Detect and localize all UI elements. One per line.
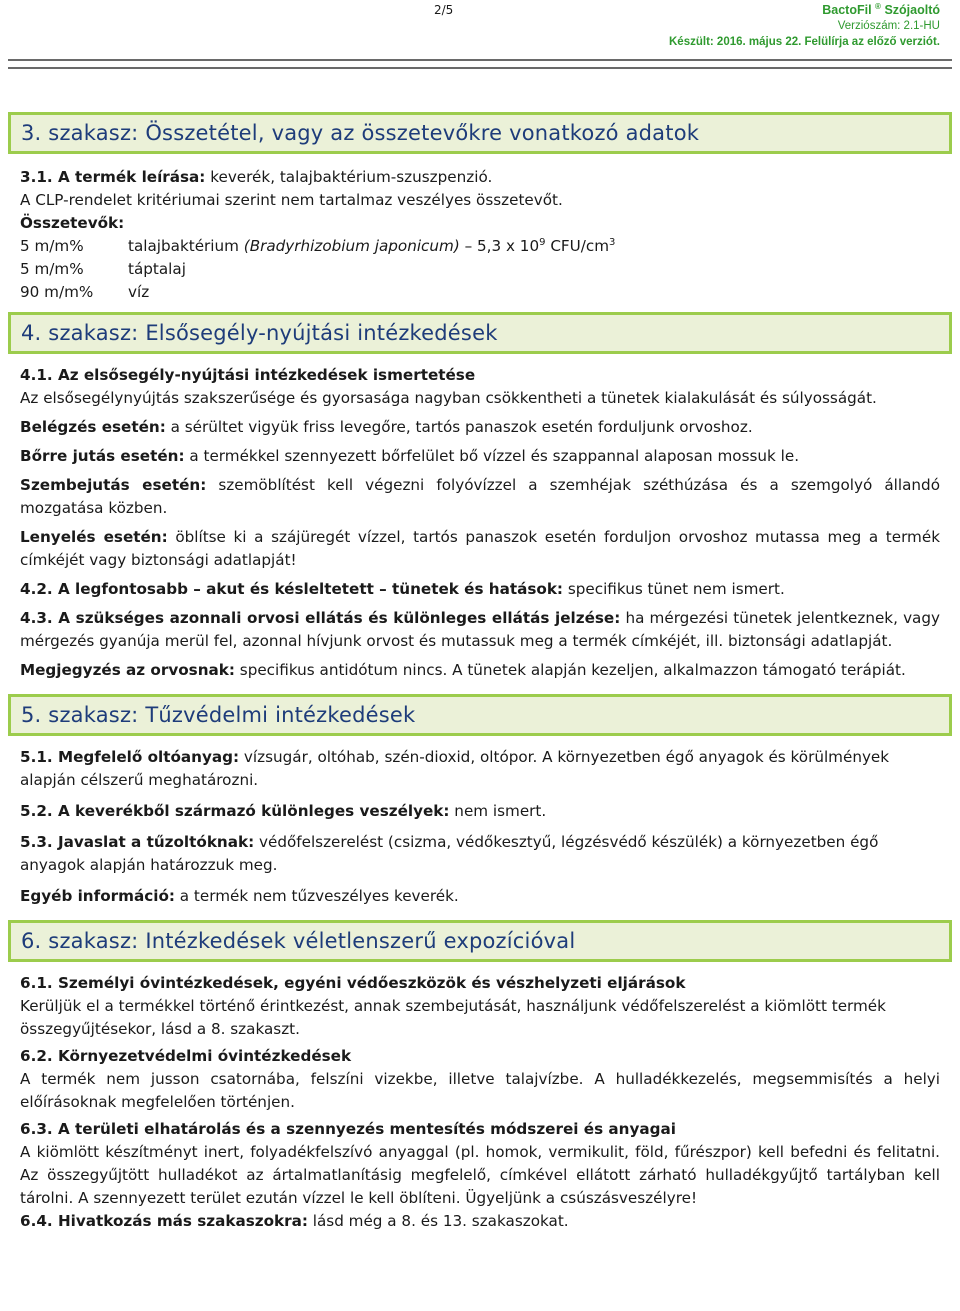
ingredient-row: 90 m/m% víz (20, 283, 150, 301)
note-to-physician: Megjegyzés az orvosnak: specifikus antidótum nincs. A tünetek alapján kezeljen, alkalmazzon támogató terápiát. (20, 661, 906, 679)
first-aid-intro: Az elsősegélynyújtás szakszerűsége és gyorsasága nagyban csökkentheti a tünetek kialakulását és súlyosságát. (20, 389, 877, 407)
special-hazards-paragraph: 5.2. A keverékből származó különleges veszélyek: nem ismert. (20, 802, 547, 820)
header-divider-2 (8, 67, 952, 69)
clp-statement: A CLP-rendelet kritériumai szerint nem tartalmaz veszélyes összetevőt. (20, 191, 563, 209)
sds-content (20, 112, 940, 1233)
skin-contact-paragraph: Bőrre jutás esetén: a termékkel szennyezett bőrfelület bő vízzel és szappannal alaposan mossuk le. (20, 447, 800, 465)
subsection-6-2-heading: 6.2. Környezetvédelmi óvintézkedések (20, 1047, 352, 1065)
reference-paragraph: 6.4. Hivatkozás más szakaszokra: lásd még a 8. és 13. szakaszokat. (20, 1212, 569, 1230)
product-name: BactoFil ® Szójaoltó (822, 1, 940, 17)
subsection-4-1-heading: 4.1. Az elsősegély-nyújtási intézkedések ismertetése (20, 366, 476, 384)
edition-date: Készült: 2016. május 22. Felülírja az előző verziót. (669, 36, 940, 48)
subsection-6-1-heading: 6.1. Személyi óvintézkedések, egyéni védőeszközök és vészhelyzeti eljárások (20, 974, 686, 992)
eye-contact-paragraph: Szembejutás esetén: szemöblítést kell végezni folyóvízzel a szemhéjak széthúzása és a szemgolyó állandó mozgatása közben. (20, 476, 940, 517)
subsection-6-3-heading: 6.3. A területi elhatárolás és a szennyezés mentesítés módszerei és anyagai (20, 1120, 676, 1138)
section-3-title: 3. szakasz: Összetétel, vagy az összetevőkre vonatkozó adatok (8, 112, 952, 154)
inhalation-paragraph: Belégzés esetén: a sérültet vigyük friss levegőre, tartós panaszok esetén forduljunk orvoshoz. (20, 418, 753, 436)
section-4-title: 4. szakasz: Elsősegély-nyújtási intézkedések (8, 312, 952, 354)
header-divider (8, 59, 952, 61)
other-information-paragraph: Egyéb információ: a termék nem tűzveszélyes keverék. (20, 887, 459, 905)
medical-attention-paragraph: 4.3. A szükséges azonnali orvosi ellátás és különleges ellátás jelzése: ha mérgezési tünetek jelentkeznek, vagy mérgezés gyanúja merül fel, azonnal hívjunk orvost és mutassuk meg a termék címkéjét, ill. biztonsági adatlapját. (20, 609, 940, 650)
version-number: Verziószám: 2.1-HU (837, 20, 940, 32)
ingestion-paragraph: Lenyelés esetén: öblítse ki a szájüregét vízzel, tartós panaszok esetén forduljon orvoshoz mutassa meg a termék címkéjét vagy biztonsági adatlapját! (20, 528, 940, 569)
page-header (0, 0, 960, 52)
firefighter-advice-paragraph: 5.3. Javaslat a tűzoltóknak: védőfelszerelést (csizma, védőkesztyű, légzésvédő készülék) a környezetben égő anyagok alapján határozzuk meg. (20, 833, 879, 874)
section-5-title: 5. szakasz: Tűzvédelmi intézkedések (8, 694, 952, 736)
document-info (669, 2, 940, 50)
ingredient-row: 5 m/m% talajbaktérium (Bradyrhizobium japonicum) – 5,3 x $10^9$ CFU/$cm^3$ (20, 236, 616, 255)
page-number: 2/5 (434, 3, 454, 17)
containment-methods-text: A kiömlött készítményt inert, folyadékfelszívó anyaggal (pl. homok, vermikulit, föld, fűrészpor) kell befedni és felitatni. Az összegyűjtött hulladékot az ártalmatlanításig megfelelő, címkével ellátott zárható hulladékgyűjtő tartályban kell tárolni. A szennyezett terület ezután vízzel le kell öblíteni. Ügyeljünk a csúszásveszélyre! (20, 1143, 940, 1207)
ingredient-row: 5 m/m% táptalaj (20, 260, 186, 278)
personal-precautions-text: Kerüljük el a termékkel történő érintkezést, annak szembejutását, használjunk védőfelszerelést a kiömlött termék összegyűjtésekor, lásd a 8. szakaszt. (20, 997, 886, 1038)
section-6-title: 6. szakasz: Intézkedések véletlenszerű expozícióval (8, 920, 952, 962)
ingredients-label: Összetevők: (20, 214, 125, 232)
environmental-precautions-text: A termék nem jusson csatornába, felszíni vizekbe, illetve talajvízbe. A hulladékkezelés, megsemmisítés a helyi előírásoknak megfelelően történjen. (20, 1070, 940, 1111)
product-description: 3.1. A termék leírása: keverék, talajbaktérium-szuszpenzió. (20, 168, 493, 186)
extinguishing-media-paragraph: 5.1. Megfelelő oltóanyag: vízsugár, oltóhab, szén-dioxid, oltópor. A környezetben égő anyagok és körülmények alapján célszerű meghatározni. (20, 748, 890, 789)
symptoms-paragraph: 4.2. A legfontosabb – akut és késleltetett – tünetek és hatások: specifikus tünet nem ismert. (20, 580, 785, 598)
